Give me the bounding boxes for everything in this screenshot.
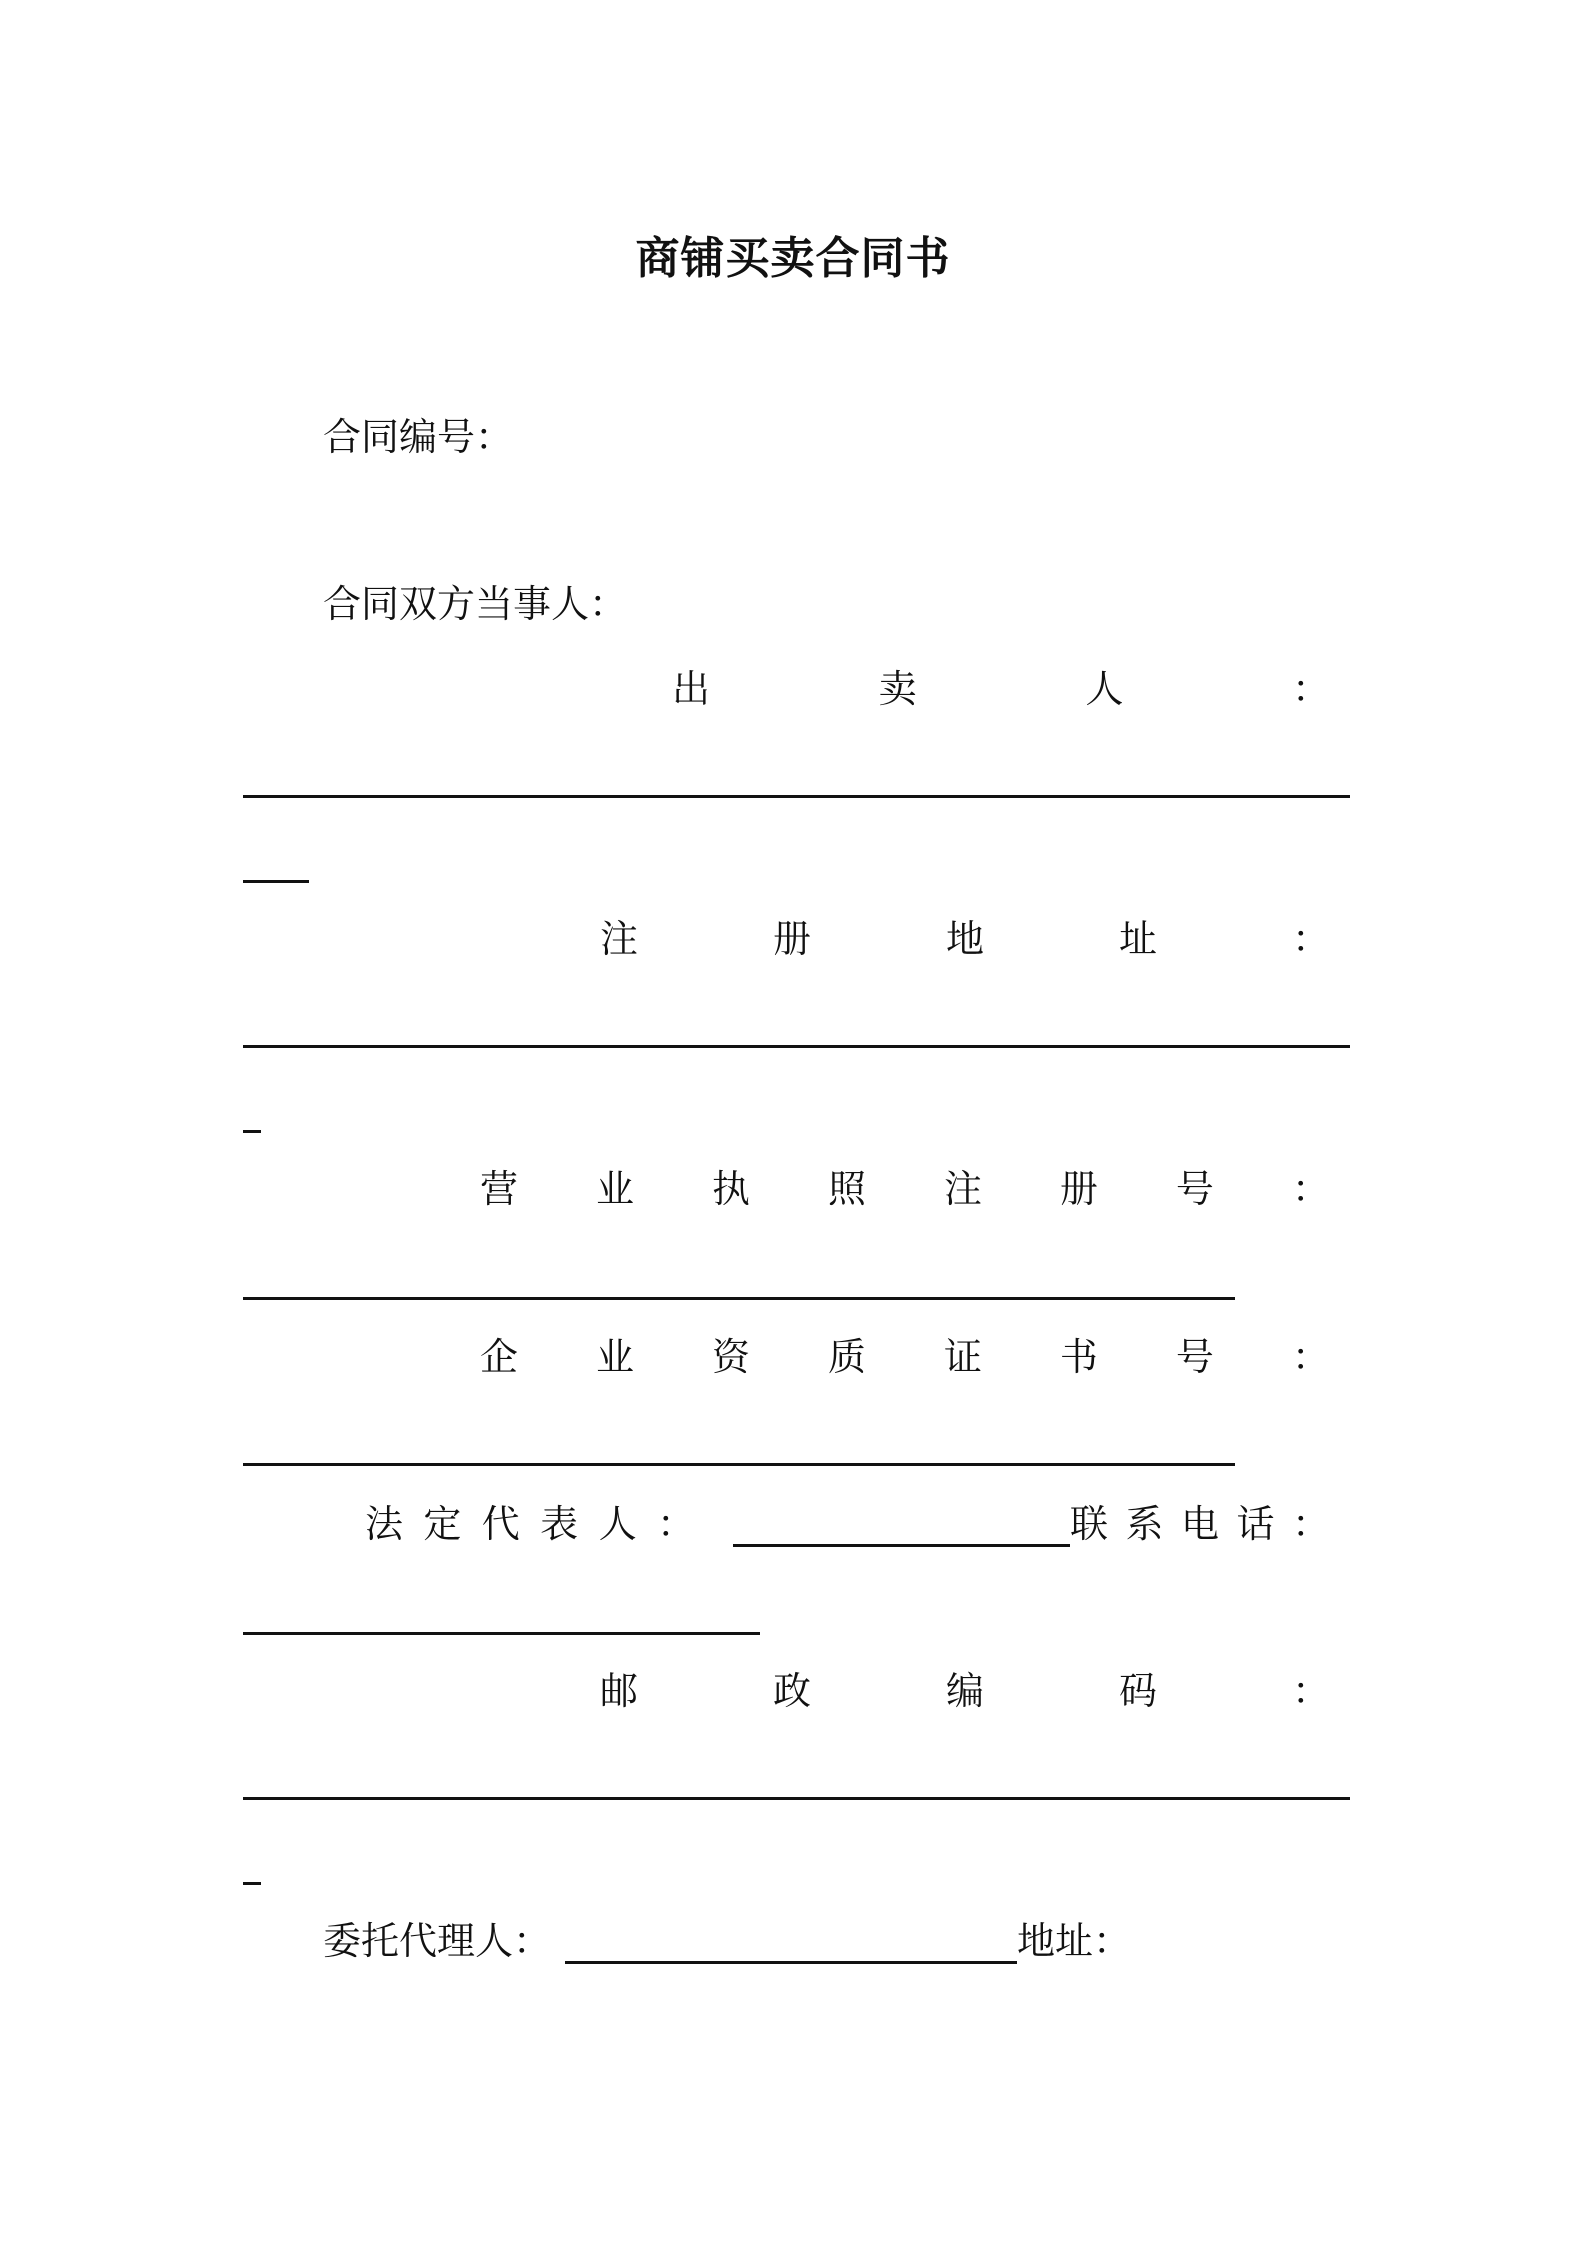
phone-char: 联: [1070, 1502, 1109, 1546]
contact-phone-label: [1070, 1502, 1330, 1546]
parties-label: 合同双方当事人：: [323, 582, 628, 626]
postal-char: ：: [1291, 1669, 1330, 1713]
qualification-char: 企: [480, 1335, 519, 1379]
license-char: 注: [943, 1167, 982, 1211]
license-char: 号: [1175, 1167, 1214, 1211]
seller-char: 人: [1085, 667, 1124, 711]
legal-representative-blank-line[interactable]: [733, 1544, 1070, 1547]
postal-char: 邮: [600, 1669, 639, 1713]
registered-address-blank-line[interactable]: [243, 1045, 1350, 1048]
business-license-blank-line[interactable]: [243, 1297, 1235, 1300]
seller-char: 卖: [878, 667, 917, 711]
legal-representative-label: [365, 1502, 695, 1546]
seller-char: 出: [672, 667, 711, 711]
qualification-char: 号: [1175, 1335, 1214, 1379]
seller-blank-line[interactable]: [243, 795, 1350, 798]
legal-rep-char: 定: [423, 1502, 462, 1546]
qualification-char: 资: [711, 1335, 750, 1379]
address-char: 注: [600, 917, 639, 961]
contact-phone-blank-line[interactable]: [243, 1632, 760, 1635]
phone-char: ：: [1291, 1502, 1330, 1546]
address-char: 地: [945, 917, 984, 961]
qualification-certificate-number-label: [480, 1335, 1330, 1379]
qualification-char: 质: [827, 1335, 866, 1379]
qualification-char: 证: [943, 1335, 982, 1379]
contract-number-label: 合同编号：: [323, 415, 514, 459]
postal-char: 码: [1118, 1669, 1157, 1713]
phone-char: 电: [1180, 1502, 1219, 1546]
legal-rep-char: 表: [540, 1502, 579, 1546]
address-char: ：: [1291, 917, 1330, 961]
phone-char: 话: [1236, 1502, 1275, 1546]
phone-char: 系: [1125, 1502, 1164, 1546]
seller-char: ：: [1291, 667, 1330, 711]
qualification-char: 书: [1059, 1335, 1098, 1379]
license-char: 业: [595, 1167, 634, 1211]
postal-char: 编: [945, 1669, 984, 1713]
postal-code-blank-line[interactable]: [243, 1797, 1350, 1800]
legal-rep-char: ：: [656, 1502, 695, 1546]
postal-char: 政: [772, 1669, 811, 1713]
license-char: 册: [1059, 1167, 1098, 1211]
legal-rep-char: 代: [481, 1502, 520, 1546]
address-char: 册: [772, 917, 811, 961]
address-char: 址: [1118, 917, 1157, 961]
qualification-blank-line[interactable]: [243, 1463, 1235, 1466]
qualification-char: ：: [1291, 1335, 1330, 1379]
postal-code-label: [600, 1669, 1330, 1713]
seller-label: [672, 667, 1330, 711]
postal-code-blank-line-cont[interactable]: [243, 1882, 261, 1885]
document-title: 商铺买卖合同书: [635, 233, 951, 284]
legal-rep-char: 法: [365, 1502, 404, 1546]
agent-address-label: 地址：: [1017, 1919, 1132, 1963]
seller-blank-line-cont[interactable]: [243, 880, 309, 883]
registered-address-label: [600, 917, 1330, 961]
entrusted-agent-label: 委托代理人：: [323, 1919, 552, 1963]
license-char: ：: [1291, 1167, 1330, 1211]
license-char: 执: [711, 1167, 750, 1211]
legal-rep-char: 人: [598, 1502, 637, 1546]
qualification-char: 业: [595, 1335, 634, 1379]
license-char: 营: [480, 1167, 519, 1211]
registered-address-blank-line-cont[interactable]: [243, 1130, 261, 1133]
business-license-number-label: [480, 1167, 1330, 1211]
license-char: 照: [827, 1167, 866, 1211]
entrusted-agent-blank-line[interactable]: [565, 1961, 1017, 1964]
